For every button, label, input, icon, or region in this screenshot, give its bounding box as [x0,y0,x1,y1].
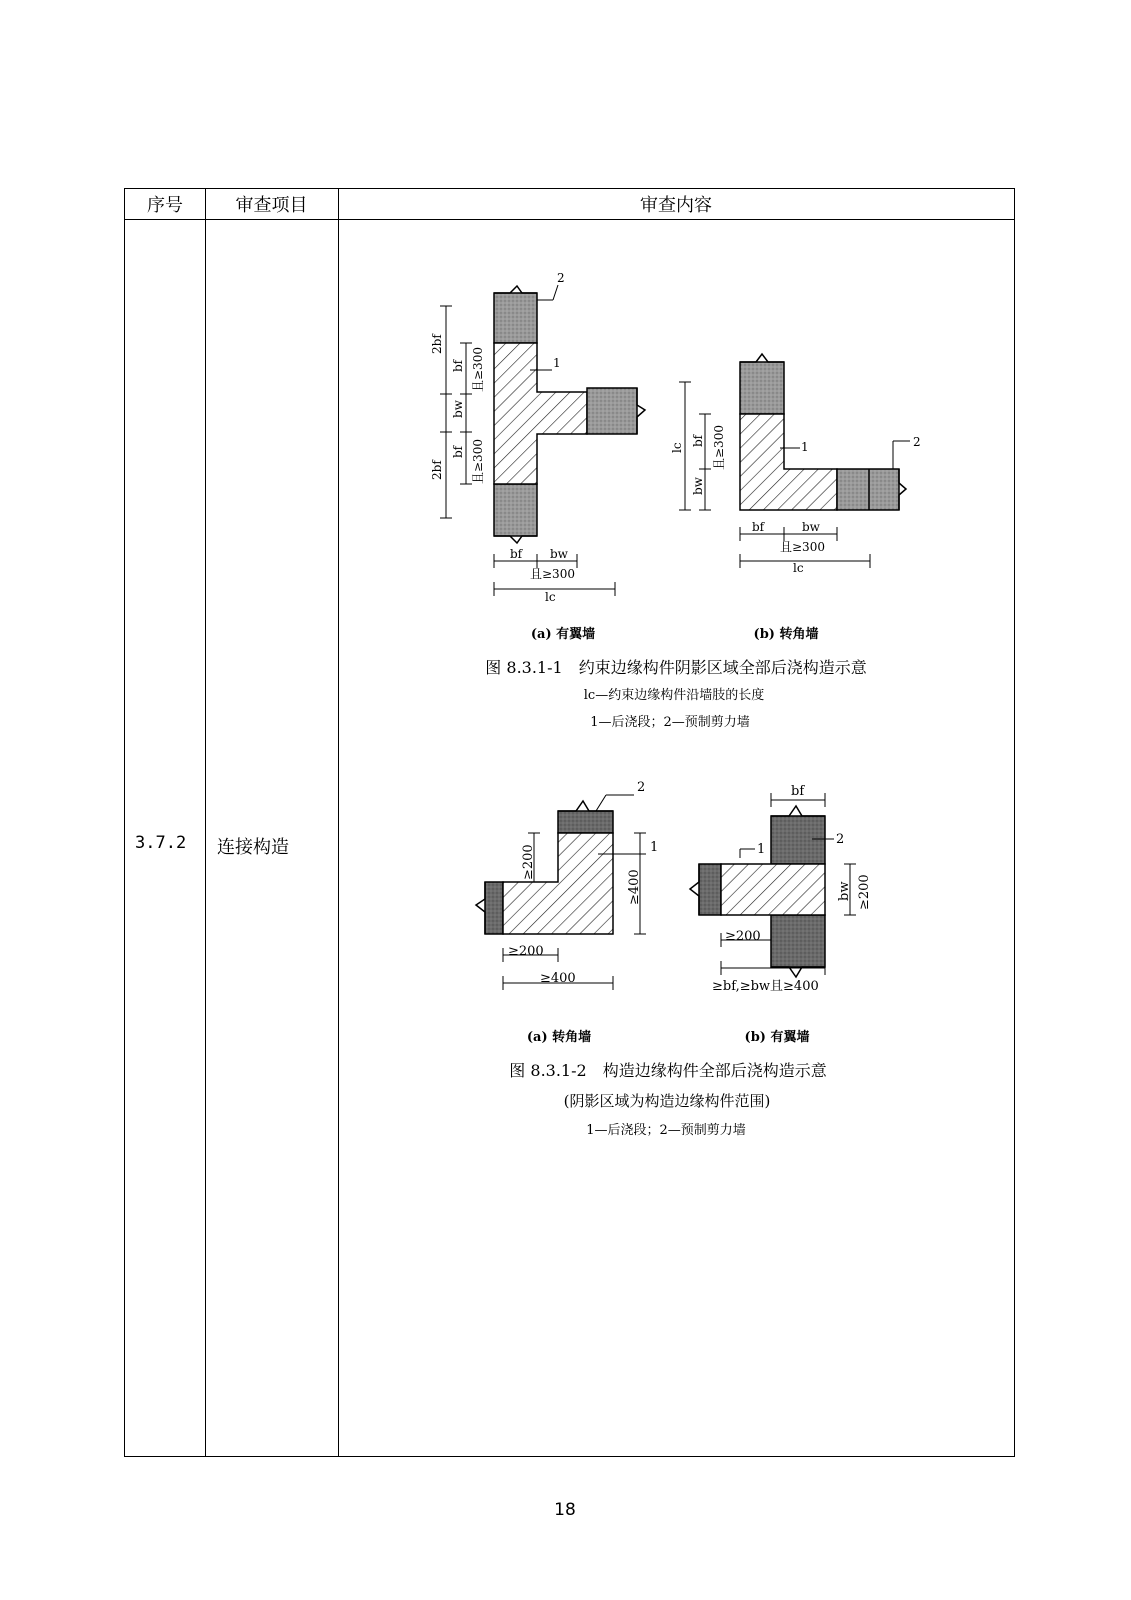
fig2b-label-bf: bf [791,784,805,799]
fig2a-label-ge400: ≥400 [627,869,642,905]
fig1-note-legend: 1—后浇段；2—预制剪力墙 [590,715,750,730]
header-content: 审查内容 [338,189,1014,220]
fig2-title: 图 8.3.1-2 构造边缘构件全部后浇构造示意 [509,1061,827,1080]
fig1a-label-2: 2 [557,271,565,285]
fig1b-label-1: 1 [801,440,809,454]
fig1b-label-lc: lc [793,561,804,575]
fig1b-label-lc: lc [670,442,684,453]
fig2b-label-bw: bw [837,881,852,901]
fig1a-label-bf: bf [510,547,523,561]
row-item: 连接构造 [217,837,289,858]
fig1-sub-b: (b) 转角墙 [753,627,819,642]
fig2a-label-1: 1 [650,840,659,855]
fig1a-label-1: 1 [553,356,561,370]
fig2b-label-1: 1 [757,842,766,857]
header-seq: 序号 [125,189,205,220]
fig1a-label-ge300: 且≥300 [471,439,485,484]
fig1a-label-bf: bf [451,359,465,372]
fig2-note-legend: 1—后浇段；2—预制剪力墙 [586,1123,746,1138]
fig1a-label-ge300: 且≥300 [530,567,575,581]
fig1b-label-bf: bf [752,520,765,534]
page-number: 18 [554,1500,576,1520]
fig1b-corner-wall [740,354,906,510]
fig2a-label-2: 2 [637,780,646,795]
fig1b-label-ge300: 且≥300 [712,425,726,470]
fig2-sub-b: (b) 有翼墙 [744,1030,810,1045]
fig1b-label-bw: bw [802,520,820,534]
fig1a-label-2bf: 2bf [430,334,444,354]
fig1b-label-ge300: 且≥300 [780,540,825,554]
fig2b-label-ge200: ≥200 [725,929,761,944]
fig1a-label-bw: bw [451,400,465,418]
fig2-sub-a: (a) 转角墙 [526,1030,592,1045]
fig2-note-range: (阴影区域为构造边缘构件范围) [563,1092,771,1110]
fig2b-label-combo: ≥bf,≥bw且≥400 [712,979,819,994]
fig2a-corner-wall [476,801,613,934]
fig2b-label-2: 2 [836,832,845,847]
fig1a-label-2bf: 2bf [430,460,444,480]
fig2a-label-ge400: ≥400 [540,971,576,986]
row-seq: 3.7.2 [135,833,187,853]
fig2b-flanged-wall [690,806,825,977]
fig1a-flanged-wall [494,286,645,543]
fig2b-label-ge200: ≥200 [857,874,872,910]
fig2a-label-ge200: ≥200 [508,944,544,959]
fig1-title: 图 8.3.1-1 约束边缘构件阴影区域全部后浇构造示意 [485,658,867,677]
header-item: 审查项目 [205,189,338,220]
fig2a-label-ge200: ≥200 [521,844,536,880]
fig1a-label-bf: bf [451,445,465,458]
fig1a-label-lc: lc [545,590,556,604]
fig1a-label-bw: bw [550,547,568,561]
fig1-note-lc: lc—约束边缘构件沿墙肢的长度 [583,688,765,703]
fig1-sub-a: (a) 有翼墙 [530,627,596,642]
fig1a-label-ge300: 且≥300 [471,347,485,392]
fig1b-label-bw: bw [691,477,705,495]
fig1b-label-bf: bf [691,434,705,447]
fig1b-label-2: 2 [913,435,921,449]
